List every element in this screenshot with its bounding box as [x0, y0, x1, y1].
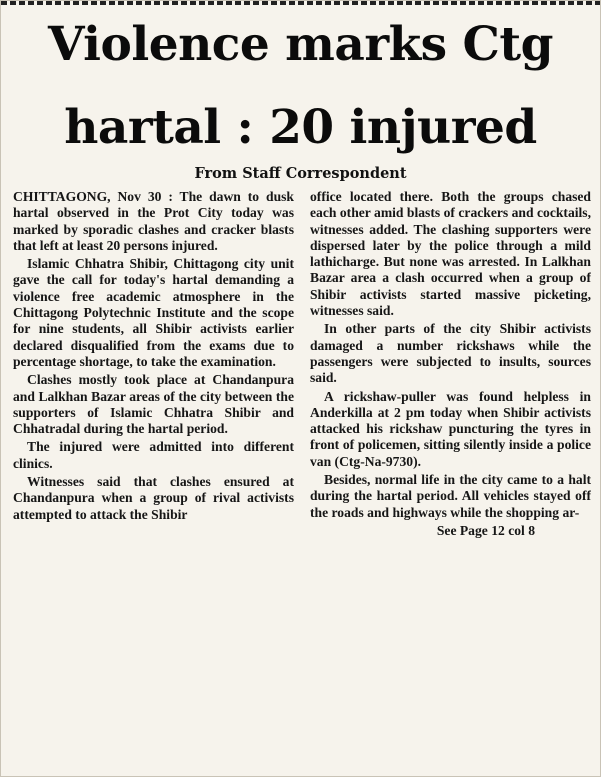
paragraph: A rickshaw-puller was found helpless in Anderkilla at 2 pm today when Shibir activists attacked his rickshaw puncturing the tyres in front of policemen, sitting silently inside a police van (Ctg-Na-9730). — [310, 388, 591, 469]
continuation-note: See Page 12 col 8 — [436, 522, 535, 538]
article-body — [13, 189, 591, 767]
paragraph-continued: office located there. Both the groups chased each other amid blasts of crackers and cocktails, witnesses added. The clashing supporters were dispersed later by the police through a mild lathicharge. But none was arrested. In Lalkhan Bazar area a clash occurred when a group of Shibir activists started massive picketing, witnesses said. — [310, 189, 591, 319]
byline: From Staff Correspondent — [194, 165, 407, 182]
top-rule — [1, 1, 600, 5]
paragraph-dateline: CHITTAGONG, Nov 30 : The dawn to dusk hartal observed in the Prot City today was marked by sporadic clashes and cracker blasts that left at least 20 persons injured. — [13, 189, 294, 253]
paragraph: The injured were admitted into different clinics. — [13, 439, 294, 471]
right-column — [310, 189, 591, 767]
paragraph: Clashes mostly took place at Chandanpura and Lalkhan Bazar areas of the city between the supporters of Islamic Chhatra Shibir and Chhatradal during the hartal period. — [13, 372, 294, 437]
paragraph: Islamic Chhatra Shibir, Chittagong city unit gave the call for today's hartal demanding a violence free academic atmosphere in the Chittagong Polytechnic Institute and the scope for nine students, all Shibir activists earlier declared disqualified from the exams due to percentage shortage, to take the examination. — [13, 256, 294, 369]
paragraph: In other parts of the city Shibir activists damaged a number rickshaws while the passengers were subjected to insults, sources said. — [310, 321, 591, 386]
headline-line-2: hartal : 20 injured — [64, 100, 537, 155]
paragraph: Witnesses said that clashes ensured at Chandanpura when a group of rival activists attempted to attack the Shibir — [13, 474, 294, 522]
paragraph: Besides, normal life in the city came to a halt during the hartal period. All vehicles stayed off the roads and highways while the shopping ar- — [310, 472, 591, 520]
left-column — [13, 189, 294, 767]
headline-line-1: Violence marks Ctg — [48, 17, 553, 72]
